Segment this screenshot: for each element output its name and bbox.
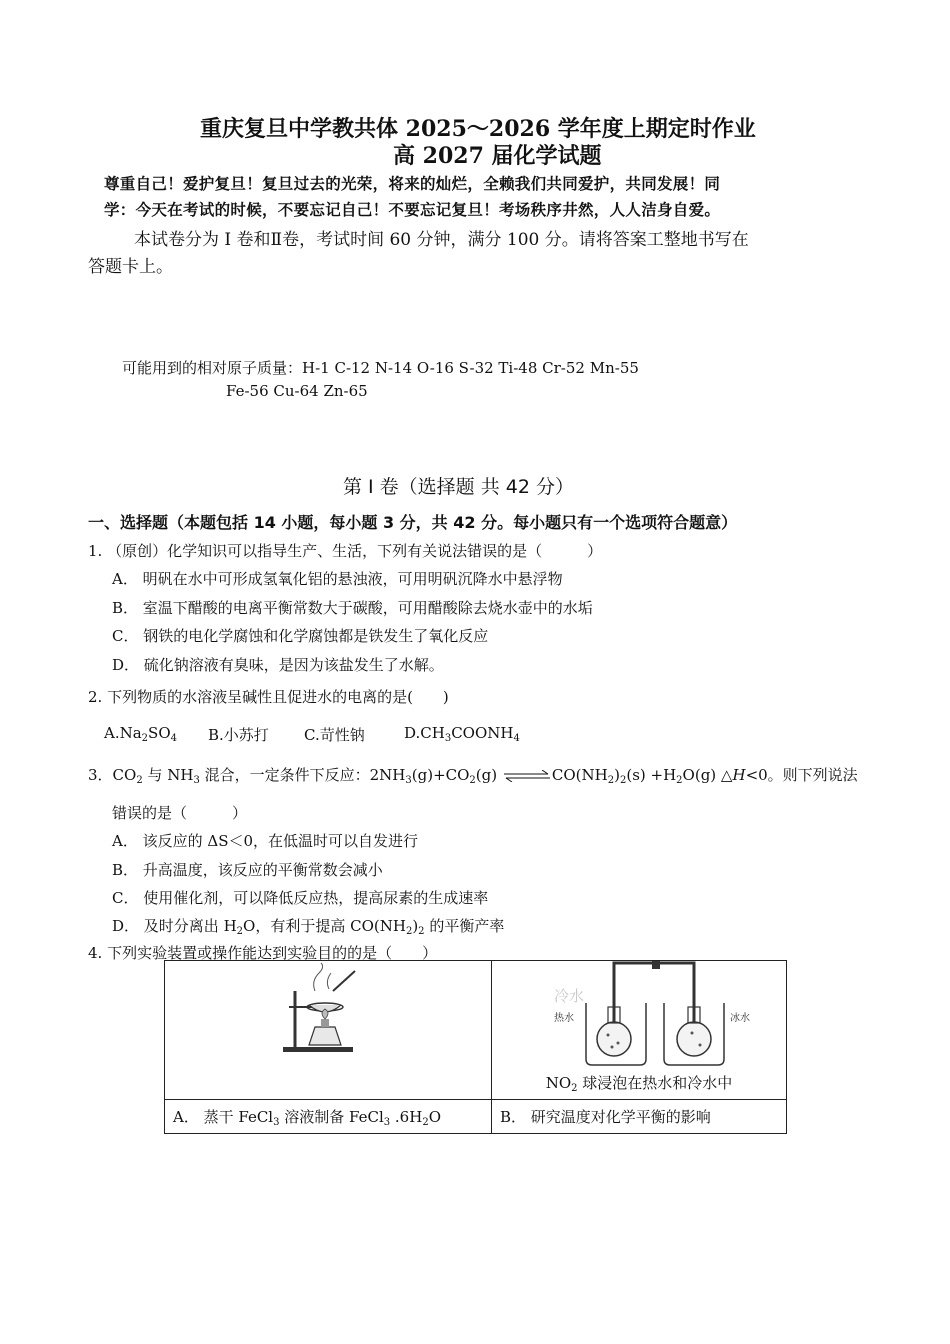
- watermark-label: 冷水: [554, 987, 585, 1005]
- q1-option-b: B． 室温下醋酸的电离平衡常数大于碳酸，可用醋酸除去烧水壶中的水垢: [112, 599, 593, 617]
- q1-stem: 1. （原创）化学知识可以指导生产、生活，下列有关说法错误的是（ ）: [88, 542, 603, 560]
- q3-option-d: D． 及时分离出 $H_2O$，有利于提高 $CO(NH_2)_2$ 的平衡产率: [112, 917, 505, 937]
- q2-option-a: $A.Na_2SO_4$: [104, 724, 177, 744]
- ice-water-label: 冰水: [730, 1013, 750, 1024]
- q2-stem: 2. 下列物质的水溶液呈碱性且促进水的电离的是( ): [88, 688, 449, 706]
- q2-option-b: B.小苏打: [208, 726, 269, 744]
- motto-line2: 学：今天在考试的时候，不要忘记自己！不要忘记复旦！考场秩序井然，人人洁身自爱。: [104, 200, 721, 219]
- q2-option-d: $D.CH_3COONH_4$: [404, 724, 520, 744]
- q3-stem-cont: 错误的是（ ）: [112, 804, 248, 822]
- q4-cell-a-image: [165, 961, 492, 1100]
- section-title: 第 I 卷（选择题 共 42 分）: [343, 476, 574, 498]
- q3-option-b: B． 升高温度，该反应的平衡常数会减小: [112, 861, 383, 879]
- q3-stem: 3．$CO_2$ 与 $NH_3$ 混合，一定条件下反应：$2NH_3(g)+CO_2(g)$ $CO(NH_2)_2(s) +H_2O(g)$ △H<0。则下列说法: [88, 766, 858, 786]
- exam-title-line2: 高 2027 届化学试题: [393, 143, 602, 169]
- section-heading: 一、选择题（本题包括 14 小题，每小题 3 分，共 42 分。每小题只有一个选项符合题意）: [88, 513, 738, 532]
- q1-option-a: A． 明矾在水中可形成氢氧化铝的悬浊液，可用明矾沉降水中悬浮物: [112, 570, 563, 588]
- q1-option-d: D． 硫化钠溶液有臭味，是因为该盐发生了水解。: [112, 656, 444, 674]
- q2-option-c: C.苛性钠: [304, 726, 365, 744]
- q4-option-b: B． 研究温度对化学平衡的影响: [492, 1100, 787, 1134]
- exam-title-line1: 重庆复旦中学教共体 2025～2026 学年度上期定时作业: [200, 116, 756, 142]
- q4-experiment-table: [164, 960, 787, 1134]
- q3-option-c: C． 使用催化剂，可以降低反应热，提高尿素的生成速率: [112, 889, 489, 907]
- no2-ball-apparatus-icon: [492, 961, 786, 1071]
- q4-stem: 4. 下列实验装置或操作能达到实验目的的是（ ）: [88, 944, 438, 962]
- evaporation-apparatus-icon: [165, 961, 491, 1099]
- q4-option-a: A． 蒸干 FeCl$_3$ 溶液制备 FeCl$_3$ $.6H_2O$: [165, 1100, 492, 1134]
- atomic-mass-line2: Fe-56 Cu-64 Zn-65: [226, 382, 368, 400]
- q4-caption-b: $NO_2$ 球浸泡在热水和冷水中: [545, 1074, 733, 1094]
- q1-option-c: C． 钢铁的电化学腐蚀和化学腐蚀都是铁发生了氧化反应: [112, 627, 489, 645]
- intro-line2: 答题卡上。: [88, 257, 173, 277]
- reversible-arrow-icon: [502, 770, 552, 782]
- hot-water-label: 热水: [554, 1013, 574, 1024]
- q3-option-a: A． 该反应的 ΔS＜0，在低温时可以自发进行: [112, 832, 419, 850]
- intro-line1: 本试卷分为 Ⅰ 卷和Ⅱ卷，考试时间 60 分钟，满分 100 分。请将答案工整地书写在: [134, 230, 749, 250]
- atomic-mass-line1: 可能用到的相对原子质量：H-1 C-12 N-14 O-16 S-32 Ti-48 Cr-52 Mn-55: [122, 359, 639, 377]
- q4-cell-b-image: [492, 961, 787, 1100]
- motto-line1: 尊重自己！爱护复旦！复旦过去的光荣，将来的灿烂，全赖我们共同爱护，共同发展！同: [104, 174, 721, 193]
